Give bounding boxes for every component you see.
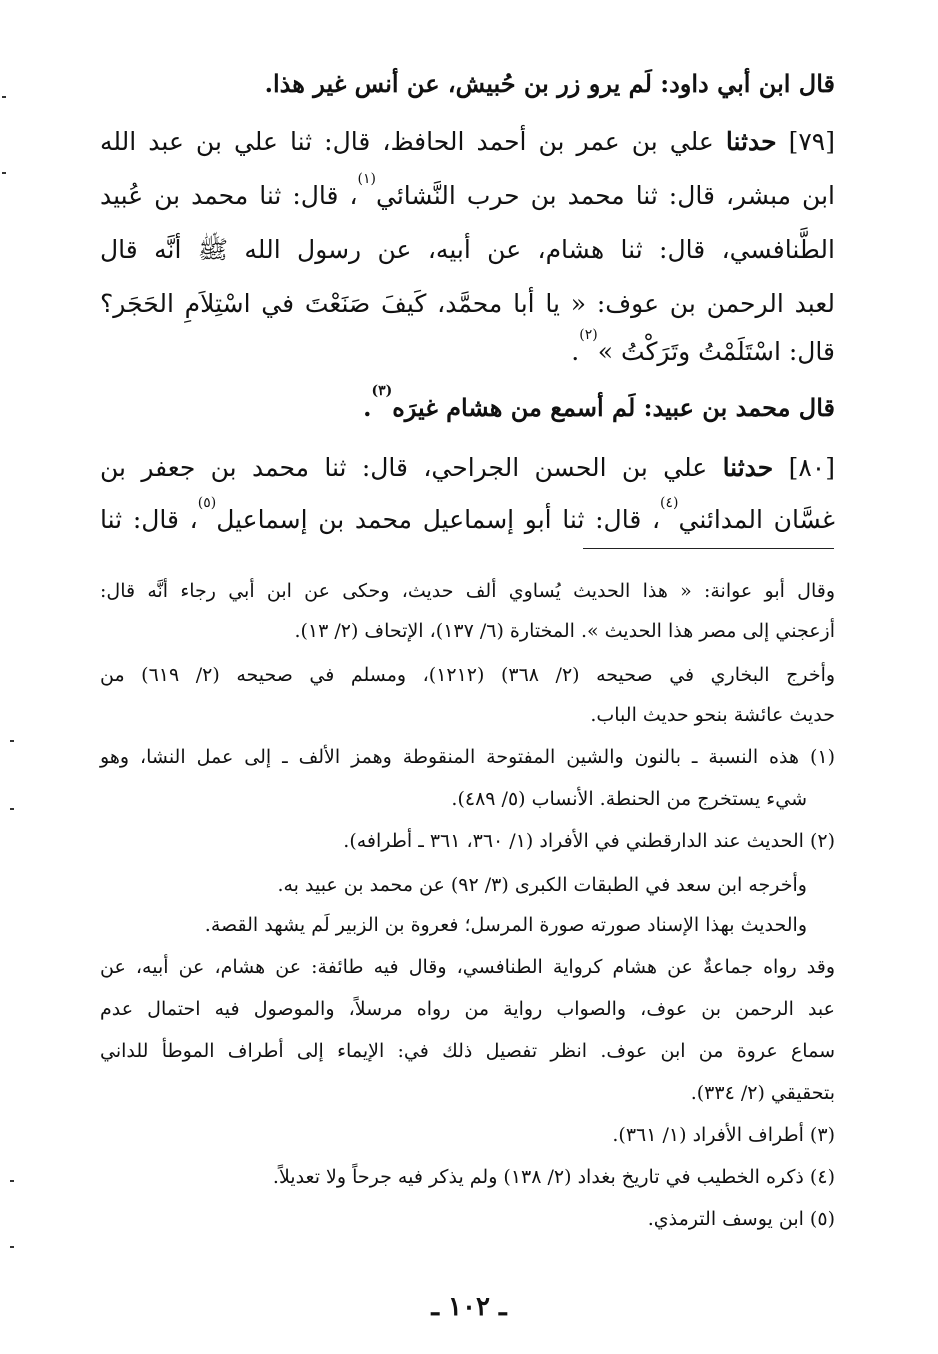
heading-ibn-abi-dawud [100,64,835,104]
line-text: ، قال: ثنا أبو إسماعيل محمد بن إسماعيل [216,505,661,534]
hadith-79-line-3 [100,230,835,270]
hadith-79-line-4 [100,284,835,324]
footnote-text: (٢) الحديث عند الدارقطني في الأفراد (١/ ٣٦٠، ٣٦١ ـ أطرافه). [343,830,835,852]
footnote-3 [100,1120,835,1150]
line-text: . [571,337,580,366]
heading-text: قال محمد بن عبيد: لَم أسمع من هشام غيرَه [392,393,835,422]
haddathana: حدثنا [725,127,777,156]
page-number: ـ ١٠٢ ـ [431,1292,507,1322]
footnote-text: وقد رواه جماعةٌ عن هشام كرواية الطنافسي، وقال فيه طائفة: عن هشام، عن أبيه، عن [100,956,835,978]
heading-text: . [363,393,372,422]
heading-muhammad-ibn-ubayd [100,383,835,428]
footnote-text: وأخرج البخاري في صحيحه (٢/ ٣٦٨) (١٢١٢)، ومسلم في صحيحه (٢/ ٦١٩) من [100,664,836,686]
footnote-text: سماع عروة من ابن عوف. انظر تفصيل ذلك في: الإيماء إلى أطراف الموطأ للداني [100,1040,835,1062]
hadith-79-line-2 [100,171,835,216]
footnote-text: وأخرجه ابن سعد في الطبقات الكبرى (٣/ ٩٢) عن محمد بن عبيد به. [277,874,807,896]
footnote-text: (١) هذه النسبة ـ بالنون والشين المفتوحة المنقوطة وهمز الألف ـ إلى عمل النشا، وهو [100,746,835,768]
line-text: الطَّنافسي، قال: ثنا هشام، عن أبيه، عن رسول الله ﷺ أنَّه قال [100,235,835,264]
footnote-text: وقال أبو عوانة: « هذا الحديث يُساوي ألف حديث، وحكى عن ابن أبي رجاء أنَّه قال: [100,580,835,602]
footnote-continued-line [100,700,835,730]
scan-speck [10,1180,14,1182]
footnote-ref-2[interactable]: (٢) [579,327,598,343]
hadith-80-line-2 [100,495,835,540]
footnote-5 [100,1204,835,1234]
hadith-79-line-5 [100,327,835,372]
hadith-number: [٨٠] [788,453,835,482]
footnote-text: والحديث بهذا الإسناد صورته صورة المرسل؛ فعروة بن الزبير لَم يشهد القصة. [204,914,807,936]
footnote-text: (٣) أطراف الأفراد (١/ ٣٦١). [612,1124,835,1146]
footnote-text: أزعجني إلى مصر هذا الحديث ». المختارة (٦/ ١٣٧)، الإتحاف (٢/ ١٣). [294,620,835,642]
line-text: قال: اسْتَلَمْتُ وتَرَكْتُ » [597,337,835,366]
line-text: ابن مبشر، قال: ثنا محمد بن حرب النَّشائي [376,181,835,210]
hadith-79-line-1 [100,122,835,162]
footnote-2-cont [100,910,807,940]
footnote-continued-line [100,616,835,646]
scan-speck [2,96,6,98]
line-text: غسَّان المدائني [678,505,835,534]
hadith-80-line-1 [100,448,835,488]
scan-speck [10,1246,14,1248]
footnote-continued-line [100,660,835,690]
line-text: علي بن عمر بن أحمد الحافظ، قال: ثنا علي بن عبد الله [100,127,714,156]
scan-speck [2,172,6,174]
hadith-number: [٧٩] [788,127,835,156]
footnote-text: (٤) ذكره الخطيب في تاريخ بغداد (٢/ ١٣٨) ولم يذكر فيه جرحاً ولا تعديلاً. [272,1166,835,1188]
footnote-text: عبد الرحمن بن عوف، والصواب رواية من رواه مرسلاً، والموصول فيه احتمال عدم [100,998,835,1020]
footnote-1-cont [100,784,807,814]
footnote-text: بتحقيقي (٢/ ٣٣٤). [690,1082,835,1104]
footnote-1 [100,742,835,772]
scan-speck [10,808,14,810]
line-text: ، قال: ثنا [100,505,198,534]
footnote-2-cont [100,1078,835,1108]
footnote-ref-4[interactable]: (٤) [660,495,679,511]
footnote-continued-line [100,576,835,606]
haddathana: حدثنا [722,453,774,482]
footnote-2-cont [100,1036,835,1066]
footnote-separator [583,548,834,549]
scan-speck [10,740,14,742]
footnote-text: حديث عائشة بنحو حديث الباب. [590,704,835,726]
line-text: ، قال: ثنا محمد بن عُبيد [100,181,358,210]
heading-text: قال ابن أبي داود: لَم يرو زر بن حُبيش، عن أنس غير هذا. [264,69,835,98]
footnote-2 [100,826,835,856]
footnote-2-cont [100,870,807,900]
footnote-text: (٥) ابن يوسف الترمذي. [647,1208,835,1230]
line-text: لعبد الرحمن بن عوف: « يا أبا محمَّد، كَيفَ صَنَعْتَ في اسْتِلاَمِ الحَجَر؟ [100,289,835,318]
footnote-ref-3[interactable]: (٣) [371,383,393,399]
line-text: علي بن الحسن الجراحي، قال: ثنا محمد بن جعفر بن [100,453,708,482]
footnote-2-cont [100,952,835,982]
footnote-4 [100,1162,835,1192]
footnote-text: شيء يستخرج من الحنطة. الأنساب (٥/ ٤٨٩). [451,788,807,810]
footnote-ref-1[interactable]: (١) [357,171,377,187]
footnote-2-cont [100,994,835,1024]
footnote-ref-5[interactable]: (٥) [197,495,217,511]
